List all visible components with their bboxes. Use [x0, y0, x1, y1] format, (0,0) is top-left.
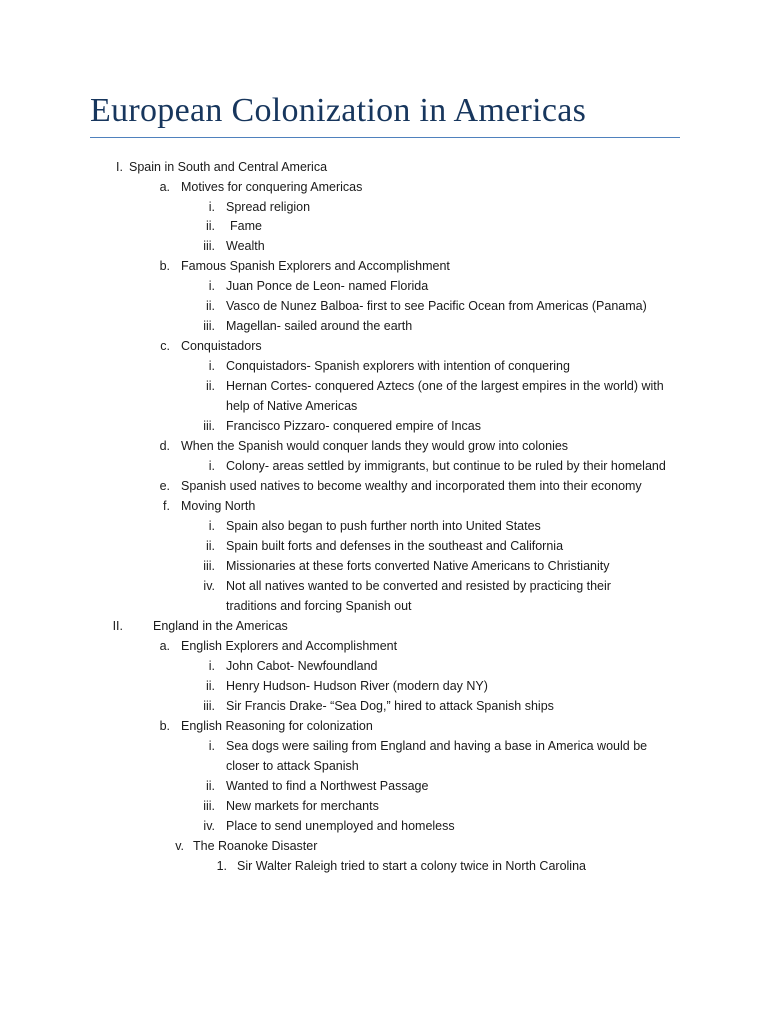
outline-marker: i.	[208, 359, 215, 373]
outline-marker: ii.	[205, 539, 215, 553]
outline-text: closer to attack Spanish	[226, 759, 359, 773]
outline-text: Henry Hudson- Hudson River (modern day NY)	[226, 679, 488, 693]
outline-marker: iii.	[203, 699, 215, 713]
outline-marker: i.	[208, 519, 215, 533]
outline-text: Place to send unemployed and homeless	[226, 819, 455, 833]
outline-text: Motives for conquering Americas	[181, 180, 363, 194]
outline-marker: v.	[175, 839, 184, 853]
outline-marker: f.	[163, 499, 170, 513]
outline-text: New markets for merchants	[226, 799, 379, 813]
outline-marker: i.	[208, 659, 215, 673]
outline-marker: 1.	[216, 859, 227, 873]
outline-marker: iii.	[203, 799, 215, 813]
outline-marker: a.	[159, 180, 170, 194]
outline-text: Wanted to find a Northwest Passage	[226, 779, 429, 793]
outline-marker: b.	[159, 259, 170, 273]
outline-marker: ii.	[205, 779, 215, 793]
outline-text: The Roanoke Disaster	[193, 839, 318, 853]
outline-marker: ii.	[205, 679, 215, 693]
outline-marker: i.	[208, 459, 215, 473]
outline-marker: iii.	[203, 319, 215, 333]
outline-marker: a.	[159, 639, 170, 653]
outline-text: Vasco de Nunez Balboa- first to see Pacific Ocean from Americas (Panama)	[226, 299, 647, 313]
outline-text: John Cabot- Newfoundland	[226, 659, 378, 673]
outline-marker: iii.	[203, 419, 215, 433]
outline-text: England in the Americas	[153, 619, 288, 633]
outline-text: Spain also began to push further north into United States	[226, 519, 541, 533]
outline-text: Fame	[230, 219, 262, 233]
outline-text: Moving North	[181, 499, 256, 513]
outline-text: Spread religion	[226, 200, 311, 214]
outline-text: Spain in South and Central America	[129, 160, 328, 174]
outline-text: Missionaries at these forts converted Native Americans to Christianity	[226, 559, 610, 573]
outline-marker: iv.	[203, 579, 215, 593]
outline-marker: iv.	[203, 819, 215, 833]
outline-marker: ii.	[205, 219, 215, 233]
outline-marker: d.	[159, 439, 170, 453]
outline-text: Colony- areas settled by immigrants, but continue to be ruled by their homeland	[226, 459, 666, 473]
title-underline	[90, 137, 680, 138]
outline-text: Magellan- sailed around the earth	[226, 319, 413, 333]
outline-marker: c.	[160, 339, 170, 353]
outline-marker: i.	[208, 739, 215, 753]
outline-text: Conquistadors	[181, 339, 262, 353]
outline-text: Spanish used natives to become wealthy and incorporated them into their economy	[181, 479, 642, 493]
outline-text: Sir Francis Drake- “Sea Dog,” hired to attack Spanish ships	[226, 699, 554, 713]
outline-marker: ii.	[205, 299, 215, 313]
outline-text: Spain built forts and defenses in the southeast and California	[226, 539, 564, 553]
outline-text: Hernan Cortes- conquered Aztecs (one of the largest empires in the world) with	[226, 379, 664, 393]
outline-text: Conquistadors- Spanish explorers with intention of conquering	[226, 359, 570, 373]
outline-marker: ii.	[205, 379, 215, 393]
outline-text: Sea dogs were sailing from England and having a base in America would be	[226, 739, 648, 753]
outline-text: English Reasoning for colonization	[181, 719, 373, 733]
outline-text: help of Native Americas	[226, 399, 358, 413]
outline-text: traditions and forcing Spanish out	[226, 599, 412, 613]
outline-marker: iii.	[203, 239, 215, 253]
outline-text: Francisco Pizzaro- conquered empire of Incas	[226, 419, 481, 433]
outline-text: Sir Walter Raleigh tried to start a colony twice in North Carolina	[237, 859, 586, 873]
document-title: European Colonization in Americas	[90, 92, 587, 129]
outline-marker: II.	[112, 619, 123, 633]
outline-marker: iii.	[203, 559, 215, 573]
outline-text: Famous Spanish Explorers and Accomplishment	[181, 259, 450, 273]
outline-marker: b.	[159, 719, 170, 733]
outline-marker: i.	[208, 279, 215, 293]
outline-text: English Explorers and Accomplishment	[181, 639, 398, 653]
outline-text: Juan Ponce de Leon- named Florida	[226, 279, 429, 293]
outline-text: Wealth	[226, 239, 265, 253]
outline-text: Not all natives wanted to be converted and resisted by practicing their	[226, 579, 611, 593]
outline-text: When the Spanish would conquer lands they would grow into colonies	[181, 439, 569, 453]
outline-marker: e.	[159, 479, 170, 493]
outline-marker: I.	[116, 160, 123, 174]
outline-marker: i.	[208, 200, 215, 214]
